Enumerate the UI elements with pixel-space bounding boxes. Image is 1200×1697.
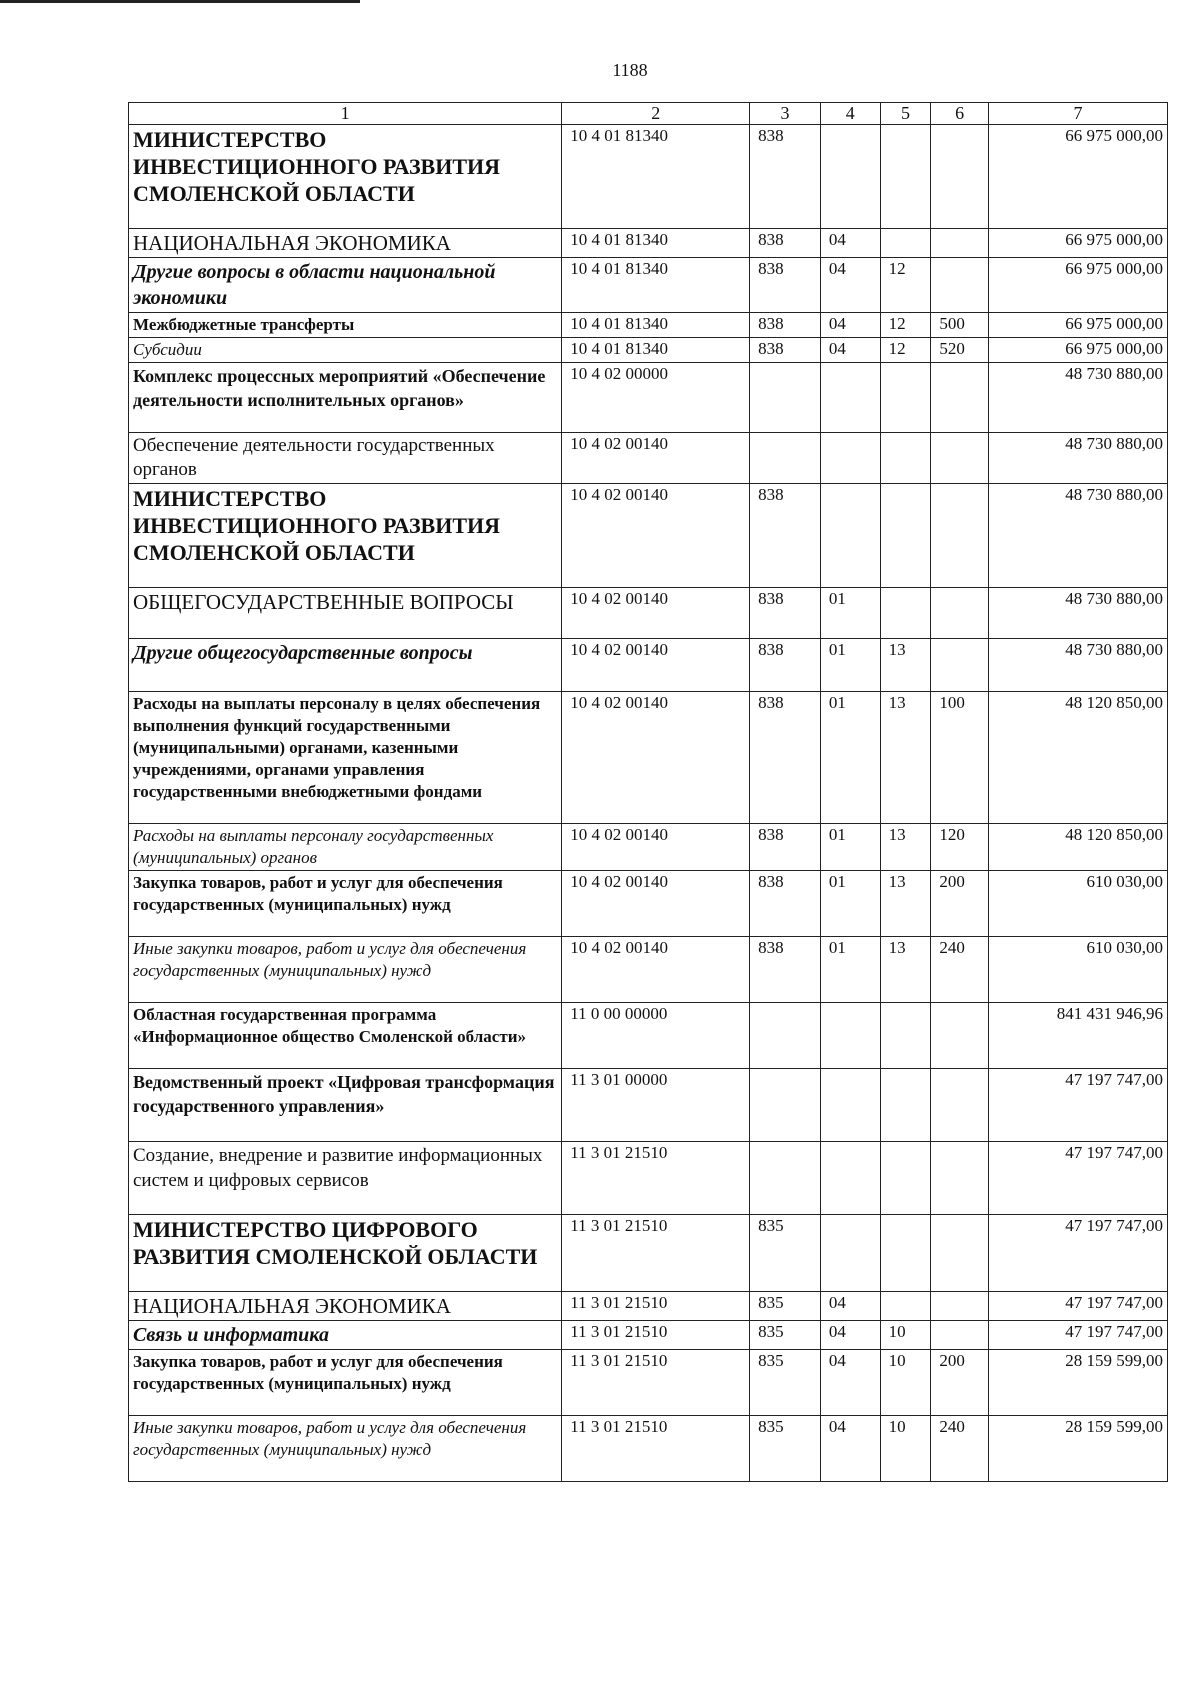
row-name-cell: НАЦИОНАЛЬНАЯ ЭКОНОМИКА xyxy=(129,1292,562,1321)
row-section-cell: 01 xyxy=(820,824,880,871)
table-row xyxy=(129,363,1168,433)
row-ministry-code-cell xyxy=(750,1069,821,1142)
row-expense-type-cell xyxy=(931,1003,988,1069)
row-amount-cell: 47 197 747,00 xyxy=(988,1142,1167,1215)
row-name-cell: НАЦИОНАЛЬНАЯ ЭКОНОМИКА xyxy=(129,229,562,258)
table-row xyxy=(129,937,1168,1003)
row-amount-cell: 610 030,00 xyxy=(988,871,1167,937)
row-subsection-cell: 13 xyxy=(880,871,931,937)
page-number: 1188 xyxy=(612,60,648,80)
row-subsection-cell: 13 xyxy=(880,937,931,1003)
row-expense-type-cell xyxy=(931,1215,988,1292)
row-section-cell: 04 xyxy=(820,313,880,338)
row-code-cell: 10 4 02 00140 xyxy=(562,871,750,937)
row-code-cell: 11 3 01 21510 xyxy=(562,1321,750,1350)
row-expense-type-cell xyxy=(931,1292,988,1321)
row-subsection-cell: 13 xyxy=(880,639,931,692)
row-code-cell: 10 4 02 00140 xyxy=(562,433,750,484)
row-ministry-code-cell: 838 xyxy=(750,229,821,258)
row-code-cell: 10 4 02 00140 xyxy=(562,692,750,824)
row-subsection-cell xyxy=(880,484,931,588)
table-row xyxy=(129,1292,1168,1321)
row-name-cell: Расходы на выплаты персоналу государственных (муниципальных) органов xyxy=(129,824,562,871)
row-section-cell: 04 xyxy=(820,1321,880,1350)
row-expense-type-cell: 240 xyxy=(931,1416,988,1482)
row-name-cell: Субсидии xyxy=(129,338,562,363)
row-ministry-code-cell xyxy=(750,433,821,484)
header-row xyxy=(129,103,1168,125)
row-ministry-code-cell: 838 xyxy=(750,588,821,639)
budget-table xyxy=(128,102,1168,1482)
row-expense-type-cell: 240 xyxy=(931,937,988,1003)
row-name-cell: Иные закупки товаров, работ и услуг для обеспечения государственных (муниципальных) нужд xyxy=(129,937,562,1003)
row-section-cell: 04 xyxy=(820,338,880,363)
row-ministry-code-cell: 835 xyxy=(750,1321,821,1350)
row-amount-cell: 47 197 747,00 xyxy=(988,1215,1167,1292)
row-expense-type-cell xyxy=(931,258,988,313)
table-row xyxy=(129,229,1168,258)
row-name-cell: Иные закупки товаров, работ и услуг для обеспечения государственных (муниципальных) нужд xyxy=(129,1416,562,1482)
row-section-cell xyxy=(820,1069,880,1142)
table-row xyxy=(129,1142,1168,1215)
row-subsection-cell: 13 xyxy=(880,824,931,871)
row-expense-type-cell xyxy=(931,363,988,433)
row-name-cell: Расходы на выплаты персоналу в целях обеспечения выполнения функций государственными (муниципальными) органами, казенными учреждениями, органами управления государственными внебюджетными фондами xyxy=(129,692,562,824)
row-expense-type-cell xyxy=(931,1069,988,1142)
header-cell: 4 xyxy=(820,103,880,125)
row-code-cell: 10 4 02 00140 xyxy=(562,639,750,692)
row-code-cell: 10 4 01 81340 xyxy=(562,338,750,363)
row-code-cell: 10 4 01 81340 xyxy=(562,258,750,313)
row-name-cell: МИНИСТЕРСТВО ИНВЕСТИЦИОННОГО РАЗВИТИЯ СМОЛЕНСКОЙ ОБЛАСТИ xyxy=(129,125,562,229)
row-name-cell: Закупка товаров, работ и услуг для обеспечения государственных (муниципальных) нужд xyxy=(129,1350,562,1416)
row-name-cell: Комплекс процессных мероприятий «Обеспечение деятельности исполнительных органов» xyxy=(129,363,562,433)
table-row xyxy=(129,639,1168,692)
row-code-cell: 10 4 02 00140 xyxy=(562,484,750,588)
row-amount-cell: 48 730 880,00 xyxy=(988,433,1167,484)
table-row xyxy=(129,1003,1168,1069)
row-subsection-cell xyxy=(880,125,931,229)
row-subsection-cell: 13 xyxy=(880,692,931,824)
row-section-cell xyxy=(820,1142,880,1215)
row-subsection-cell: 10 xyxy=(880,1321,931,1350)
row-expense-type-cell xyxy=(931,229,988,258)
row-amount-cell: 66 975 000,00 xyxy=(988,258,1167,313)
row-expense-type-cell xyxy=(931,433,988,484)
row-section-cell: 04 xyxy=(820,1416,880,1482)
row-code-cell: 10 4 01 81340 xyxy=(562,125,750,229)
row-ministry-code-cell: 838 xyxy=(750,824,821,871)
header-cell: 1 xyxy=(129,103,562,125)
row-subsection-cell xyxy=(880,1215,931,1292)
row-amount-cell: 66 975 000,00 xyxy=(988,338,1167,363)
row-ministry-code-cell: 838 xyxy=(750,338,821,363)
row-ministry-code-cell: 838 xyxy=(750,484,821,588)
table-row xyxy=(129,692,1168,824)
row-amount-cell: 47 197 747,00 xyxy=(988,1292,1167,1321)
row-ministry-code-cell: 838 xyxy=(750,639,821,692)
table-row xyxy=(129,1069,1168,1142)
row-code-cell: 11 3 01 21510 xyxy=(562,1142,750,1215)
row-expense-type-cell: 120 xyxy=(931,824,988,871)
row-section-cell xyxy=(820,1003,880,1069)
table-body xyxy=(129,125,1168,1482)
table-row xyxy=(129,824,1168,871)
row-expense-type-cell xyxy=(931,125,988,229)
row-code-cell: 10 4 01 81340 xyxy=(562,229,750,258)
row-name-cell: Областная государственная программа «Информационное общество Смоленской области» xyxy=(129,1003,562,1069)
row-amount-cell: 66 975 000,00 xyxy=(988,313,1167,338)
row-ministry-code-cell xyxy=(750,363,821,433)
row-amount-cell: 47 197 747,00 xyxy=(988,1069,1167,1142)
row-ministry-code-cell: 835 xyxy=(750,1416,821,1482)
row-section-cell: 01 xyxy=(820,937,880,1003)
row-name-cell: ОБЩЕГОСУДАРСТВЕННЫЕ ВОПРОСЫ xyxy=(129,588,562,639)
row-ministry-code-cell xyxy=(750,1142,821,1215)
row-amount-cell: 48 730 880,00 xyxy=(988,484,1167,588)
row-section-cell xyxy=(820,484,880,588)
row-subsection-cell xyxy=(880,1142,931,1215)
table-row xyxy=(129,258,1168,313)
row-amount-cell: 48 730 880,00 xyxy=(988,639,1167,692)
row-ministry-code-cell: 838 xyxy=(750,937,821,1003)
row-code-cell: 10 4 02 00000 xyxy=(562,363,750,433)
table-row xyxy=(129,871,1168,937)
row-expense-type-cell: 200 xyxy=(931,1350,988,1416)
row-ministry-code-cell: 838 xyxy=(750,871,821,937)
table-row xyxy=(129,484,1168,588)
row-subsection-cell xyxy=(880,1003,931,1069)
row-section-cell: 01 xyxy=(820,588,880,639)
header-cell: 7 xyxy=(988,103,1167,125)
row-amount-cell: 47 197 747,00 xyxy=(988,1321,1167,1350)
table-row xyxy=(129,588,1168,639)
header-cell: 3 xyxy=(750,103,821,125)
top-rule xyxy=(0,0,360,3)
header-cell: 2 xyxy=(562,103,750,125)
table-row xyxy=(129,313,1168,338)
row-amount-cell: 66 975 000,00 xyxy=(988,229,1167,258)
row-amount-cell: 66 975 000,00 xyxy=(988,125,1167,229)
row-ministry-code-cell: 838 xyxy=(750,258,821,313)
row-name-cell: Межбюджетные трансферты xyxy=(129,313,562,338)
row-section-cell: 04 xyxy=(820,258,880,313)
row-ministry-code-cell: 835 xyxy=(750,1350,821,1416)
row-code-cell: 10 4 02 00140 xyxy=(562,937,750,1003)
row-expense-type-cell xyxy=(931,588,988,639)
row-subsection-cell xyxy=(880,1292,931,1321)
row-name-cell: Связь и информатика xyxy=(129,1321,562,1350)
row-expense-type-cell: 100 xyxy=(931,692,988,824)
header-cell: 5 xyxy=(880,103,931,125)
row-subsection-cell: 12 xyxy=(880,313,931,338)
row-expense-type-cell xyxy=(931,639,988,692)
row-ministry-code-cell: 835 xyxy=(750,1292,821,1321)
row-amount-cell: 48 730 880,00 xyxy=(988,363,1167,433)
row-name-cell: Создание, внедрение и развитие информационных систем и цифровых сервисов xyxy=(129,1142,562,1215)
table-row xyxy=(129,1321,1168,1350)
row-code-cell: 10 4 01 81340 xyxy=(562,313,750,338)
row-subsection-cell xyxy=(880,229,931,258)
row-expense-type-cell xyxy=(931,1321,988,1350)
row-name-cell: Закупка товаров, работ и услуг для обеспечения государственных (муниципальных) нужд xyxy=(129,871,562,937)
row-subsection-cell: 12 xyxy=(880,258,931,313)
row-section-cell: 04 xyxy=(820,229,880,258)
row-expense-type-cell xyxy=(931,484,988,588)
row-amount-cell: 28 159 599,00 xyxy=(988,1416,1167,1482)
row-section-cell: 01 xyxy=(820,692,880,824)
row-subsection-cell: 12 xyxy=(880,338,931,363)
table-row xyxy=(129,338,1168,363)
table-row xyxy=(129,1416,1168,1482)
row-code-cell: 11 3 01 21510 xyxy=(562,1292,750,1321)
row-ministry-code-cell: 838 xyxy=(750,692,821,824)
row-name-cell: МИНИСТЕРСТВО ИНВЕСТИЦИОННОГО РАЗВИТИЯ СМОЛЕНСКОЙ ОБЛАСТИ xyxy=(129,484,562,588)
row-section-cell xyxy=(820,433,880,484)
row-name-cell: Другие общегосударственные вопросы xyxy=(129,639,562,692)
row-code-cell: 11 3 01 21510 xyxy=(562,1350,750,1416)
row-section-cell xyxy=(820,1215,880,1292)
row-section-cell: 01 xyxy=(820,639,880,692)
row-amount-cell: 610 030,00 xyxy=(988,937,1167,1003)
row-expense-type-cell: 520 xyxy=(931,338,988,363)
row-code-cell: 11 3 01 00000 xyxy=(562,1069,750,1142)
row-ministry-code-cell xyxy=(750,1003,821,1069)
row-subsection-cell: 10 xyxy=(880,1416,931,1482)
row-name-cell: МИНИСТЕРСТВО ЦИФРОВОГО РАЗВИТИЯ СМОЛЕНСКОЙ ОБЛАСТИ xyxy=(129,1215,562,1292)
row-amount-cell: 841 431 946,96 xyxy=(988,1003,1167,1069)
row-amount-cell: 48 730 880,00 xyxy=(988,588,1167,639)
row-name-cell: Обеспечение деятельности государственных органов xyxy=(129,433,562,484)
row-expense-type-cell: 500 xyxy=(931,313,988,338)
row-subsection-cell xyxy=(880,363,931,433)
row-ministry-code-cell: 838 xyxy=(750,125,821,229)
table-row xyxy=(129,433,1168,484)
table-row xyxy=(129,1215,1168,1292)
row-ministry-code-cell: 835 xyxy=(750,1215,821,1292)
row-code-cell: 10 4 02 00140 xyxy=(562,824,750,871)
row-section-cell xyxy=(820,363,880,433)
row-expense-type-cell xyxy=(931,1142,988,1215)
header-cell: 6 xyxy=(931,103,988,125)
row-code-cell: 11 3 01 21510 xyxy=(562,1416,750,1482)
row-code-cell: 10 4 02 00140 xyxy=(562,588,750,639)
row-section-cell: 01 xyxy=(820,871,880,937)
row-code-cell: 11 3 01 21510 xyxy=(562,1215,750,1292)
row-expense-type-cell: 200 xyxy=(931,871,988,937)
row-section-cell: 04 xyxy=(820,1350,880,1416)
row-subsection-cell xyxy=(880,1069,931,1142)
row-amount-cell: 48 120 850,00 xyxy=(988,824,1167,871)
row-name-cell: Ведомственный проект «Цифровая трансформация государственного управления» xyxy=(129,1069,562,1142)
row-section-cell: 04 xyxy=(820,1292,880,1321)
row-name-cell: Другие вопросы в области национальной экономики xyxy=(129,258,562,313)
row-subsection-cell xyxy=(880,433,931,484)
row-amount-cell: 28 159 599,00 xyxy=(988,1350,1167,1416)
row-ministry-code-cell: 838 xyxy=(750,313,821,338)
row-code-cell: 11 0 00 00000 xyxy=(562,1003,750,1069)
table-row xyxy=(129,125,1168,229)
row-subsection-cell xyxy=(880,588,931,639)
row-section-cell xyxy=(820,125,880,229)
row-subsection-cell: 10 xyxy=(880,1350,931,1416)
table-row xyxy=(129,1350,1168,1416)
row-amount-cell: 48 120 850,00 xyxy=(988,692,1167,824)
